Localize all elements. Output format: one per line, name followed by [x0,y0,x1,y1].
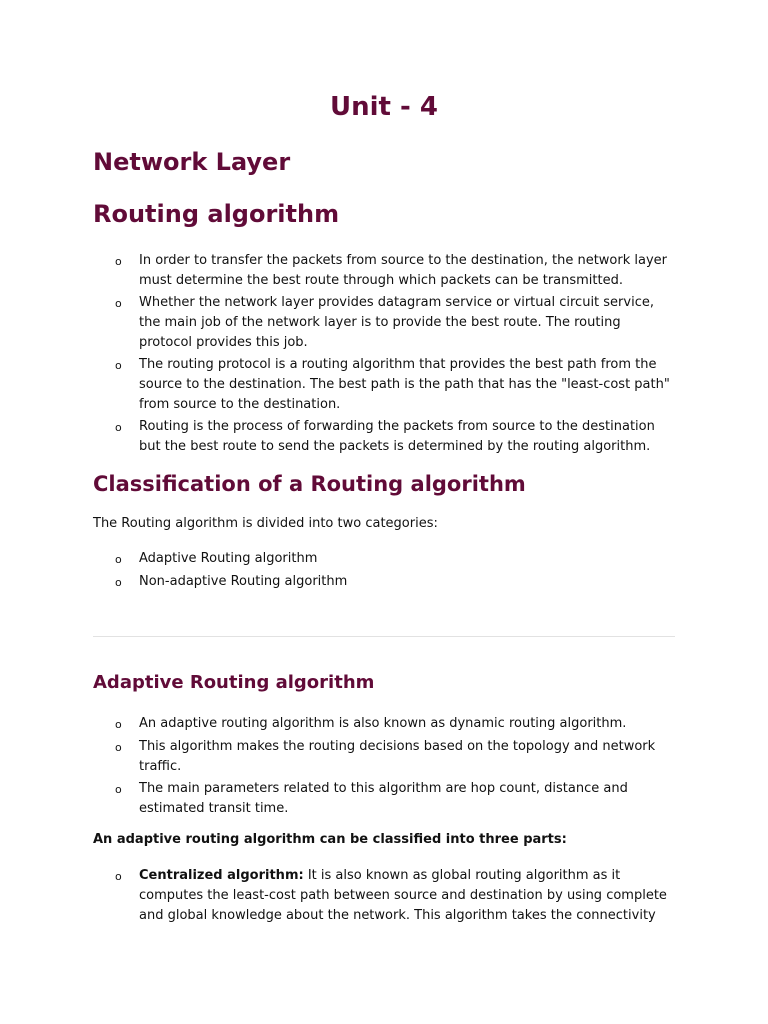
unit-title: Unit - 4 [330,92,438,122]
list-item [93,251,673,291]
bullet-icon: o [115,870,122,883]
bullet-icon: o [115,359,122,372]
section-divider [93,636,675,637]
bullet-icon: o [115,741,122,754]
list-item [93,714,673,734]
list-item-text: The main parameters related to this algorithm are hop count, distance and estimated transit time. [139,781,628,816]
bullet-icon: o [115,553,122,566]
list-item [93,866,673,926]
classification-intro: The Routing algorithm is divided into two categories: [93,516,438,531]
bullet-icon: o [115,576,122,589]
list-item-text: The routing protocol is a routing algorithm that provides the best path from the source to the destination. The best path is the path that has the "least-cost path" from source to the destination. [139,357,670,412]
list-item [93,549,673,569]
adaptive-parts-intro: An adaptive routing algorithm can be classified into three parts: [93,832,567,847]
list-item-text: This algorithm makes the routing decisions based on the topology and network traffic. [139,739,656,774]
list-item-text: Whether the network layer provides datagram service or virtual circuit service, the main job of the network layer is to provide the best route. The routing protocol provides this job. [139,295,654,350]
list-item [93,779,673,819]
list-item [93,417,673,457]
bullet-icon: o [115,421,122,434]
bullet-icon: o [115,783,122,796]
adaptive-points-list [93,714,673,819]
list-item [93,737,673,777]
heading-classification: Classification of a Routing algorithm [93,472,526,496]
categories-list [93,549,673,592]
list-item-text: Adaptive Routing algorithm [139,551,318,566]
list-item-text: An adaptive routing algorithm is also known as dynamic routing algorithm. [139,716,627,731]
list-item [93,572,673,592]
list-item [93,355,673,415]
adaptive-parts-list [93,866,673,926]
list-item-text: In order to transfer the packets from source to the destination, the network layer must determine the best route through which packets can be transmitted. [139,253,668,288]
heading-network-layer: Network Layer [93,148,291,176]
bullet-icon: o [115,255,122,268]
list-item-text: Non-adaptive Routing algorithm [139,574,348,589]
bullet-icon: o [115,718,122,731]
heading-routing-algorithm: Routing algorithm [93,200,340,228]
centralized-text: It is also known as global routing algorithm as it computes the least-cost path between source and destination by using complete and global knowledge about the network. This algorithm takes the connectivity [139,868,667,923]
heading-adaptive: Adaptive Routing algorithm [93,672,375,693]
bullet-icon: o [115,297,122,310]
centralized-label: Centralized algorithm: [139,868,304,883]
list-item [93,293,673,353]
routing-points-list [93,251,673,457]
list-item-text: Routing is the process of forwarding the packets from source to the destination but the best route to send the packets is determined by the routing algorithm. [139,419,655,454]
